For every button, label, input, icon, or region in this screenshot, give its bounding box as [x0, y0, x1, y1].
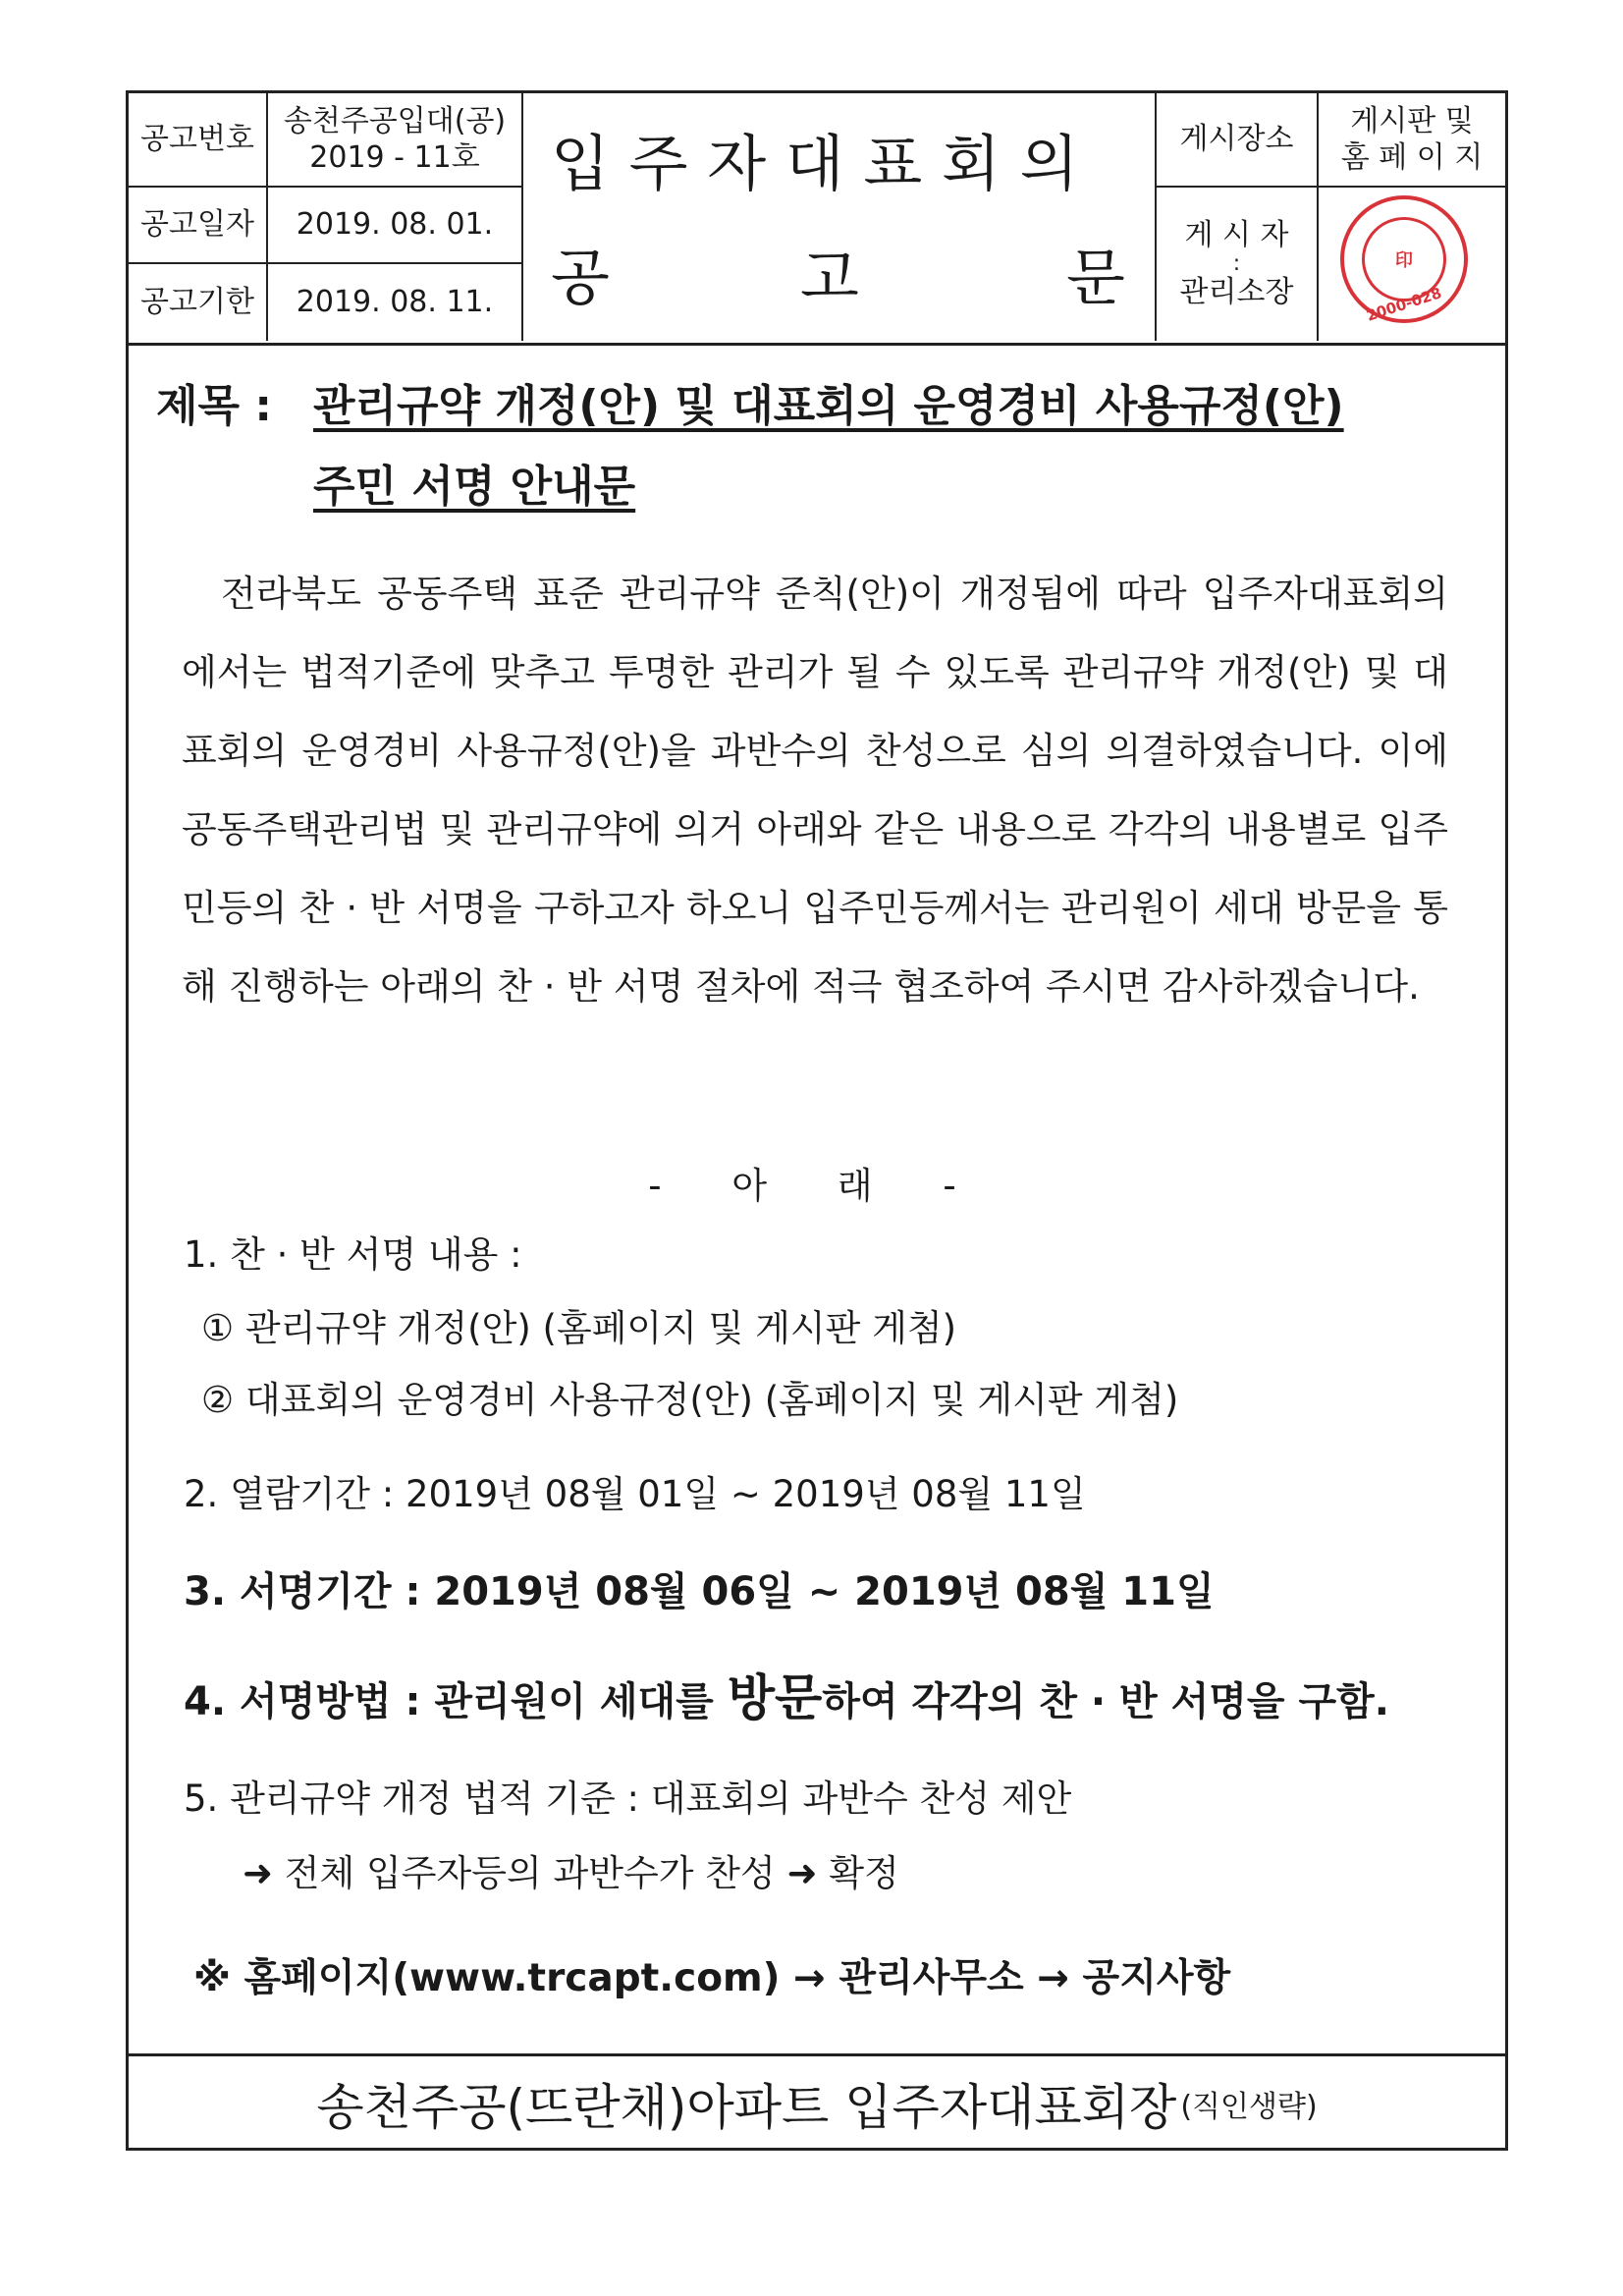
post-place-line1: 게시판 및	[1350, 103, 1474, 138]
homepage-note: ※ 홈페이지(www.trcapt.com) → 관리사무소 → 공지사항	[193, 1956, 1231, 2000]
notice-frame	[126, 90, 1508, 2151]
seal-inner-ring: 印	[1362, 217, 1446, 301]
notice-date: 2019. 08. 01.	[296, 207, 494, 243]
post-place-label: 게시장소	[1179, 122, 1294, 157]
poster-label-line2: :	[1232, 251, 1241, 277]
footer-seal-omitted: (직인생략)	[1180, 2090, 1318, 2124]
notice-no	[268, 93, 521, 186]
item-1: 1. 찬 · 반 서명 내용 :	[184, 1233, 522, 1276]
big-title-char-2: 고	[800, 242, 859, 313]
poster-label-line3: 관리소장	[1179, 274, 1294, 309]
item-3: 3. 서명기간 : 2019년 08월 06일 ~ 2019년 08월 11일	[184, 1569, 1215, 1614]
notice-period-label: 공고기한	[140, 285, 254, 320]
item-4-pre: 4. 서명방법 : 관리원이 세대를	[184, 1679, 728, 1724]
item-5: 5. 관리규약 개정 법적 기준 : 대표회의 과반수 찬성 제안	[184, 1777, 1072, 1820]
big-title-line1: 입 주 자 대 표 회 의	[551, 128, 1079, 199]
divider	[521, 93, 523, 341]
poster-label	[1157, 188, 1317, 341]
item-4-emphasis: 방문	[727, 1669, 823, 1726]
notice-header-table	[129, 93, 1505, 346]
item-2: 2. 열람기간 : 2019년 08월 01일 ~ 2019년 08월 11일	[184, 1473, 1086, 1515]
notice-no-label: 공고번호	[140, 122, 254, 157]
official-seal	[1340, 195, 1468, 323]
item-4	[184, 1659, 1389, 1729]
item-1-sub-1: ① 관리규약 개정(안) (홈페이지 및 게시판 게첨)	[201, 1307, 957, 1349]
subject-label: 제목 :	[156, 381, 272, 431]
item-1-sub-2: ② 대표회의 운영경비 사용규정(안) (홈페이지 및 게시판 게첨)	[201, 1379, 1179, 1421]
poster-label-line1: 게 시 자	[1184, 217, 1289, 252]
subject-line2: 주민 서명 안내문	[313, 462, 636, 512]
subject-line1: 관리규약 개정(안) 및 대표회의 운영경비 사용규정(안)	[313, 381, 1344, 431]
notice-no-line2: 2019 - 11호	[309, 140, 480, 175]
item-5-arrow-line: ➜ 전체 입주자등의 과반수가 찬성 ➜ 확정	[243, 1852, 899, 1894]
seal-number: 2000-028	[1364, 284, 1444, 325]
big-title-char-3: 문	[1066, 242, 1125, 313]
notice-period: 2019. 08. 11.	[296, 285, 494, 320]
notice-date-label: 공고일자	[140, 207, 254, 243]
notice-no-line1: 송천주공입대(공)	[283, 103, 507, 138]
center-mark: - 아 래 -	[648, 1165, 986, 1207]
post-place	[1319, 93, 1505, 186]
item-4-post: 하여 각각의 찬 · 반 서명을 구함.	[822, 1679, 1389, 1724]
footer	[129, 2053, 1505, 2151]
big-title-char-1: 공	[551, 242, 610, 313]
body-paragraph: 전라북도 공동주택 표준 관리규약 준칙(안)이 개정됨에 따라 입주자대표회의에서는 법적기준에 맞추고 투명한 관리가 될 수 있도록 관리규약 개정(안) 및 대표회의 운영경비 사용규정(안)을 과반수의 찬성으로 심의 의결하였습니다. 이에 공동주택관리법 및 관리규약에 의거 아래와 같은 내용으로 각각의 내용별로 입주민등의 찬 · 반 서명을 구하고자 하오니 입주민등께서는 관리원이 세대 방문을 통해 진행하는 아래의 찬 · 반 서명 절차에 적극 협조하여 주시면 감사하겠습니다.	[182, 573, 1448, 1008]
footer-signature: 송천주공(뜨란채)아파트 입주자대표회장	[316, 2079, 1177, 2136]
post-place-line2: 홈 페 이 지	[1340, 140, 1484, 175]
